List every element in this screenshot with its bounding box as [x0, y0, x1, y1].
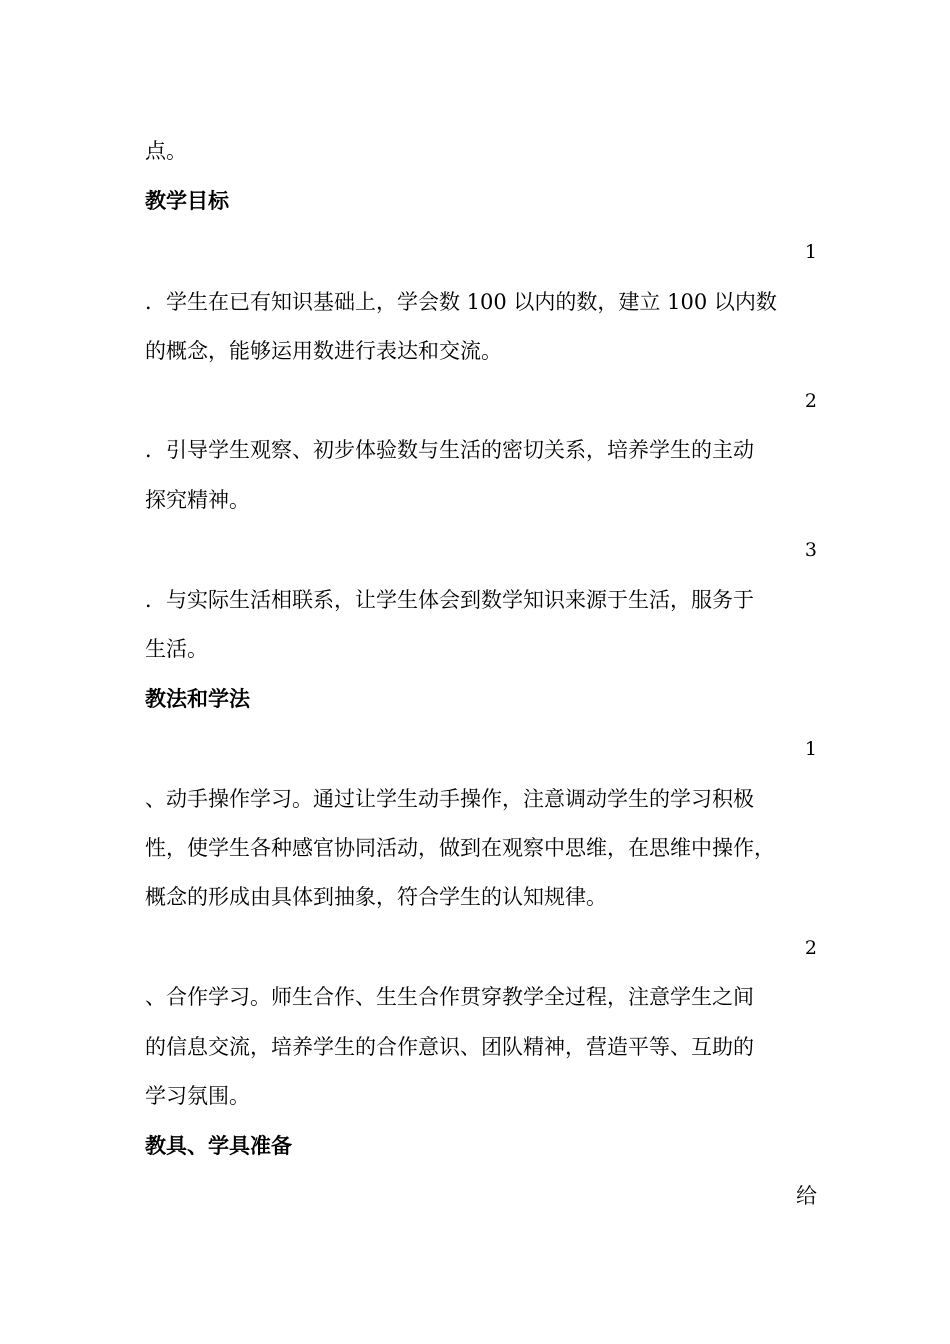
- item-text-line: 概念的形成由具体到抽象，符合学生的认知规律。: [145, 885, 607, 909]
- section-heading-teaching-goals: 教学目标: [145, 188, 229, 213]
- item-number: 2: [804, 390, 817, 412]
- item-text-line: 生活。: [145, 637, 208, 661]
- item-text-line: ．与实际生活相联系，让学生体会到数学知识来源于生活，服务于: [145, 588, 754, 612]
- item-text-line: 探究精神。: [145, 488, 250, 512]
- item-text-line: 的概念，能够运用数进行表达和交流。: [145, 339, 502, 363]
- section-heading-tools: 教具、学具准备: [145, 1133, 292, 1158]
- item-number: 1: [804, 738, 817, 760]
- section-heading-methods: 教法和学法: [145, 686, 250, 711]
- item-text-line: 、合作学习。师生合作、生生合作贯穿教学全过程，注意学生之间: [145, 985, 754, 1009]
- item-text-line: 学习氛围。: [145, 1084, 250, 1108]
- item-text-line: ．学生在已有知识基础上，学会数 100 以内的数，建立 100 以内数: [145, 290, 777, 314]
- item-number: 1: [804, 241, 817, 263]
- item-text-line: ．引导学生观察、初步体验数与生活的密切关系，培养学生的主动: [145, 438, 754, 462]
- item-number: 2: [804, 937, 817, 959]
- item-number: 3: [804, 539, 817, 561]
- intro-tail-text: 点。: [145, 139, 187, 163]
- item-text-line: 、动手操作学习。通过让学生动手操作，注意调动学生的学习积极: [145, 787, 754, 811]
- trailing-char: 给: [796, 1184, 817, 1208]
- item-text-line: 性，使学生各种感官协同活动，做到在观察中思维，在思维中操作，: [145, 836, 775, 860]
- item-text-line: 的信息交流，培养学生的合作意识、团队精神，营造平等、互助的: [145, 1035, 754, 1059]
